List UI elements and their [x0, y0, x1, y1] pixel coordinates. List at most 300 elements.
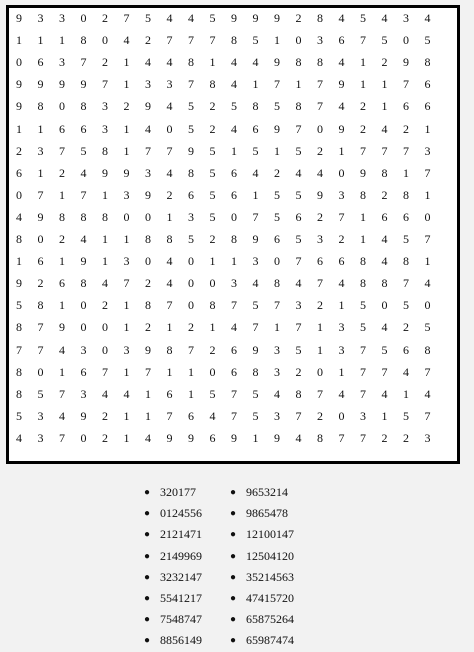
grid-cell: 0	[317, 121, 323, 136]
grid-cell: 9	[188, 430, 194, 445]
grid-cell: 9	[317, 187, 323, 202]
grid-cell: 8	[102, 209, 108, 224]
grid-cell: 2	[403, 430, 409, 445]
grid-cell: 8	[80, 33, 87, 48]
grid-cell: 9	[16, 11, 22, 25]
grid-cell: 4	[403, 364, 409, 379]
grid-cell: 3	[274, 408, 280, 423]
grid-cell: 5	[209, 386, 216, 401]
grid-cell: 3	[231, 276, 237, 291]
grid-cell: 1	[252, 187, 259, 202]
grid-cell: 0	[166, 121, 173, 136]
word-list-item: ● 0124556	[144, 503, 202, 524]
grid-cell: 7	[16, 342, 22, 357]
grid-cell: 8	[59, 209, 65, 224]
grid-cell: 5	[209, 209, 216, 224]
grid-cell: 1	[102, 187, 108, 202]
word-list-column-2	[230, 482, 294, 652]
grid-cell: 8	[209, 77, 216, 92]
grid-cell: 2	[102, 11, 108, 25]
grid-cell: 8	[403, 254, 409, 269]
grid-cell: 5	[37, 386, 44, 401]
grid-cell: 1	[37, 121, 44, 136]
grid-cell: 6	[403, 342, 409, 357]
grid-cell: 4	[16, 209, 22, 224]
grid-cell: 4	[338, 55, 345, 70]
grid-cell: 7	[166, 298, 173, 313]
grid-cell: 9	[16, 99, 22, 114]
grid-cell: 7	[80, 187, 87, 202]
grid-cell: 5	[231, 99, 237, 114]
grid-cell: 5	[295, 143, 302, 158]
bullet-icon: ●	[144, 571, 151, 583]
grid-cell: 8	[37, 99, 44, 114]
grid-cell: 7	[145, 364, 151, 379]
grid-cell: 2	[123, 99, 130, 114]
grid-cell: 4	[231, 121, 237, 136]
grid-cell: 1	[102, 254, 108, 269]
grid-cell: 0	[274, 254, 280, 269]
grid-cell: 8	[295, 386, 302, 401]
grid-cell: 9	[252, 232, 259, 246]
grid-cell: 1	[16, 33, 22, 48]
grid-cell: 7	[317, 276, 323, 291]
grid-cell: 2	[338, 232, 345, 246]
grid-cell: 9	[16, 77, 22, 92]
grid-cell: 4	[145, 55, 151, 70]
grid-cell: 1	[252, 77, 259, 92]
grid-cell: 8	[381, 276, 388, 291]
bullet-icon: ●	[230, 487, 237, 498]
grid-cell: 4	[231, 77, 237, 92]
grid-cell: 0	[381, 298, 388, 313]
grid-cell: 5	[188, 232, 194, 246]
grid-cell: 4	[317, 165, 323, 180]
grid-cell: 8	[80, 209, 87, 224]
grid-cell: 7	[295, 254, 302, 269]
grid-cell: 3	[188, 209, 194, 224]
grid-cell: 5	[145, 11, 151, 25]
grid-cell: 5	[403, 232, 409, 246]
word-list-item: ● 7548747	[144, 609, 202, 630]
grid-cell: 4	[80, 165, 87, 180]
word-list-column-1	[144, 482, 202, 652]
grid-cell: 4	[166, 165, 173, 180]
grid-cell: 4	[295, 276, 302, 291]
grid-cell: 2	[317, 408, 323, 423]
grid-cell: 4	[188, 11, 194, 25]
grid-cell: 4	[166, 99, 173, 114]
grid-cell: 2	[102, 430, 108, 445]
grid-cell: 7	[360, 386, 366, 401]
grid-cell: 8	[102, 143, 108, 158]
grid-cell: 5	[16, 408, 22, 423]
grid-cell: 2	[59, 232, 65, 246]
grid-cell: 4	[166, 254, 173, 269]
grid-cell: 6	[403, 99, 409, 114]
grid-cell: 3	[123, 342, 130, 357]
grid-cell: 7	[59, 430, 65, 445]
grid-cell: 8	[166, 232, 173, 246]
grid-cell: 7	[295, 121, 302, 136]
grid-cell: 7	[360, 342, 366, 357]
bullet-icon: ●	[144, 635, 151, 647]
grid-cell: 1	[59, 33, 65, 48]
grid-cell: 2	[145, 320, 151, 335]
grid-cell: 9	[274, 430, 280, 445]
grid-cell: 4	[381, 11, 388, 25]
grid-cell: 3	[360, 408, 366, 423]
grid-cell: 2	[317, 143, 323, 158]
grid-cell: 1	[188, 386, 194, 401]
grid-cell: 8	[37, 298, 44, 313]
grid-cell: 7	[102, 364, 108, 379]
grid-cell: 4	[59, 342, 65, 357]
grid-cell: 3	[102, 99, 108, 114]
grid-cell: 1	[231, 254, 237, 269]
word-list-item: ● 8856149	[144, 630, 202, 651]
grid-cell: 3	[403, 11, 409, 25]
bullet-icon: ●	[230, 614, 237, 626]
grid-cell: 4	[381, 320, 388, 335]
grid-cell: 6	[424, 99, 431, 114]
grid-cell: 4	[424, 276, 431, 291]
grid-cell: 6	[59, 121, 65, 136]
grid-cell: 0	[145, 209, 151, 224]
grid-cell: 0	[37, 232, 44, 246]
grid-cell: 5	[274, 209, 280, 224]
grid-cell: 1	[123, 121, 130, 136]
grid-cell: 6	[37, 254, 44, 269]
grid-cell: 9	[403, 55, 409, 70]
grid-cell: 3	[145, 77, 151, 92]
grid-cell: 6	[16, 165, 22, 180]
grid-cell: 0	[80, 298, 87, 313]
grid-cell: 5	[295, 232, 302, 246]
grid-cell: 7	[102, 77, 108, 92]
grid-cell: 8	[16, 364, 22, 379]
grid-cell: 3	[123, 254, 130, 269]
grid-cell: 2	[102, 298, 108, 313]
grid-cell: 9	[145, 187, 151, 202]
grid-cell: 8	[381, 165, 388, 180]
grid-cell: 4	[166, 276, 173, 291]
grid-cell: 2	[59, 165, 65, 180]
grid-cell: 4	[145, 121, 151, 136]
grid-cell: 6	[231, 165, 237, 180]
grid-cell: 9	[274, 55, 280, 70]
grid-cell: 0	[80, 11, 87, 25]
grid-cell: 8	[317, 55, 323, 70]
grid-cell: 1	[123, 77, 130, 92]
grid-cell: 7	[123, 276, 130, 291]
grid-cell: 5	[274, 187, 280, 202]
grid-cell: 1	[317, 320, 323, 335]
grid-cell: 7	[360, 143, 366, 158]
grid-cell: 2	[145, 33, 151, 48]
grid-cell: 9	[166, 430, 173, 445]
word-list-item: ● 9653214	[230, 482, 294, 503]
grid-cell: 8	[209, 298, 216, 313]
grid-cell: 3	[59, 55, 65, 70]
grid-cell: 7	[166, 143, 173, 158]
grid-cell: 2	[37, 276, 44, 291]
grid-cell: 6	[80, 364, 87, 379]
grid-cell: 3	[59, 11, 65, 25]
grid-cell: 4	[231, 320, 237, 335]
bullet-icon: ●	[230, 508, 237, 520]
grid-cell: 6	[188, 408, 194, 423]
grid-cell: 6	[59, 276, 65, 291]
grid-cell: 9	[123, 165, 130, 180]
grid-cell: 1	[360, 232, 366, 246]
grid-cell: 1	[188, 364, 194, 379]
grid-cell: 6	[37, 55, 44, 70]
grid-cell: 8	[16, 320, 22, 335]
grid-cell: 1	[381, 99, 388, 114]
grid-cell: 7	[360, 364, 366, 379]
grid-cell: 4	[209, 408, 216, 423]
grid-cell: 4	[102, 276, 108, 291]
grid-cell: 7	[338, 430, 345, 445]
grid-cell: 1	[123, 143, 130, 158]
grid-cell: 2	[403, 121, 409, 136]
grid-cell: 6	[209, 430, 216, 445]
grid-cell: 6	[80, 121, 87, 136]
grid-cell: 2	[102, 408, 108, 423]
grid-cell: 7	[59, 143, 65, 158]
grid-cell: 0	[188, 276, 194, 291]
grid-cell: 0	[16, 55, 22, 70]
grid-cell: 2	[209, 342, 216, 357]
grid-cell: 7	[295, 320, 302, 335]
grid-cell: 5	[209, 143, 216, 158]
grid-cell: 9	[145, 99, 151, 114]
grid-cell: 8	[231, 232, 237, 246]
grid-cell: 1	[360, 55, 366, 70]
grid-cell: 8	[424, 55, 431, 70]
grid-cell: 3	[424, 143, 431, 158]
grid-cell: 2	[317, 209, 323, 224]
grid-cell: 4	[338, 276, 345, 291]
grid-cell: 3	[80, 386, 87, 401]
grid-cell: 8	[80, 99, 87, 114]
grid-cell: 1	[145, 408, 151, 423]
grid-cell: 1	[381, 77, 388, 92]
grid-cell: 5	[209, 11, 216, 25]
grid-cell: 5	[209, 187, 216, 202]
grid-cell: 9	[102, 165, 108, 180]
grid-cell: 3	[317, 232, 323, 246]
grid-cell: 8	[252, 99, 259, 114]
grid-cell: 2	[166, 187, 173, 202]
grid-cell: 5	[252, 408, 259, 423]
grid-cell: 7	[424, 364, 431, 379]
bullet-icon: ●	[144, 508, 151, 520]
grid-cell: 1	[295, 77, 302, 92]
grid-cell: 4	[295, 165, 302, 180]
grid-cell: 8	[317, 430, 323, 445]
word-list-item: ● 2149969	[144, 546, 202, 567]
grid-cell: 1	[166, 320, 173, 335]
grid-cell: 6	[231, 342, 237, 357]
grid-cell: 1	[102, 232, 108, 246]
grid-cell: 2	[16, 143, 22, 158]
grid-cell: 7	[381, 143, 388, 158]
grid-cell: 1	[59, 298, 65, 313]
word-list-item: ● 12504120	[230, 546, 294, 567]
bullet-icon: ●	[230, 529, 237, 541]
grid-cell: 3	[37, 143, 44, 158]
grid-cell: 3	[37, 408, 44, 423]
grid-cell: 0	[145, 254, 151, 269]
grid-cell: 9	[231, 11, 237, 25]
grid-cell: 9	[188, 143, 194, 158]
grid-cell: 8	[188, 165, 194, 180]
grid-cell: 1	[381, 408, 388, 423]
grid-cell: 7	[166, 33, 173, 48]
grid-cell: 2	[102, 55, 108, 70]
grid-cell: 0	[37, 364, 44, 379]
grid-cell: 4	[80, 232, 87, 246]
grid-cell: 0	[80, 320, 87, 335]
grid-cell: 6	[231, 364, 237, 379]
grid-cell: 5	[252, 33, 259, 48]
grid-cell: 5	[80, 143, 87, 158]
grid-cell: 7	[360, 33, 366, 48]
grid-cell: 1	[274, 33, 280, 48]
grid-cell: 1	[16, 121, 22, 136]
grid-cell: 5	[16, 298, 22, 313]
grid-cell: 9	[59, 77, 65, 92]
grid-cell: 1	[338, 364, 345, 379]
grid-cell: 2	[381, 55, 388, 70]
grid-cell: 2	[360, 121, 366, 136]
word-list-item: ● 3232147	[144, 567, 202, 588]
grid-cell: 4	[231, 55, 237, 70]
bullet-icon: ●	[144, 614, 151, 626]
grid-cell: 5	[295, 187, 302, 202]
grid-cell: 7	[317, 99, 323, 114]
grid-cell: 1	[145, 386, 151, 401]
grid-cell: 1	[424, 121, 431, 136]
grid-cell: 1	[424, 187, 431, 202]
grid-cell: 6	[166, 386, 173, 401]
grid-cell: 0	[102, 342, 108, 357]
grid-cell: 9	[59, 320, 65, 335]
grid-cell: 3	[274, 342, 280, 357]
grid-cell: 0	[317, 364, 323, 379]
grid-cell: 1	[274, 143, 280, 158]
grid-cell: 1	[123, 298, 130, 313]
grid-cell: 1	[16, 254, 22, 269]
grid-cell: 7	[295, 408, 302, 423]
grid-cell: 7	[274, 298, 280, 313]
grid-cell: 1	[123, 408, 130, 423]
grid-cell: 2	[295, 364, 302, 379]
grid-cell: 8	[80, 276, 87, 291]
grid-cell: 6	[231, 187, 237, 202]
grid-cell: 6	[252, 121, 259, 136]
grid-cell: 2	[209, 99, 216, 114]
bullet-icon: ●	[230, 592, 237, 604]
grid-cell: 1	[252, 430, 259, 445]
grid-cell: 3	[252, 254, 259, 269]
grid-cell: 7	[188, 342, 194, 357]
grid-cell: 4	[424, 386, 431, 401]
grid-cell: 1	[123, 232, 130, 246]
grid-cell: 8	[16, 232, 22, 246]
grid-cell: 3	[274, 364, 280, 379]
grid-cell: 7	[424, 165, 431, 180]
grid-cell: 9	[274, 11, 280, 25]
grid-cell: 5	[209, 165, 216, 180]
word-list-item: ● 5541217	[144, 588, 202, 609]
grid-cell: 8	[360, 187, 366, 202]
grid-cell: 8	[317, 11, 323, 25]
grid-cell: 0	[231, 209, 237, 224]
grid-cell: 3	[80, 342, 87, 357]
grid-cell: 3	[338, 320, 345, 335]
grid-cell: 1	[403, 165, 409, 180]
grid-cell: 5	[274, 99, 280, 114]
grid-cell: 4	[59, 408, 65, 423]
word-list-item: ● 12100147	[230, 524, 294, 545]
grid-cell: 7	[80, 55, 87, 70]
grid-cell: 0	[209, 276, 216, 291]
bullet-icon: ●	[144, 487, 151, 498]
grid-cell: 4	[295, 430, 302, 445]
word-list-item: ● 65875264	[230, 609, 294, 630]
grid-cell: 8	[231, 33, 237, 48]
grid-cell: 9	[274, 121, 280, 136]
grid-cell: 6	[338, 33, 345, 48]
grid-cell: 9	[80, 77, 87, 92]
grid-cell: 7	[231, 386, 237, 401]
grid-cell: 3	[338, 187, 345, 202]
grid-cell: 7	[360, 430, 366, 445]
grid-cell: 1	[360, 209, 366, 224]
grid-cell: 0	[16, 187, 22, 202]
grid-cell: 1	[209, 320, 216, 335]
grid-cell: 1	[123, 364, 130, 379]
grid-cell: 2	[360, 99, 366, 114]
grid-cell: 3	[295, 298, 302, 313]
grid-cell: 7	[274, 77, 280, 92]
grid-cell: 0	[209, 364, 216, 379]
grid-cell: 8	[145, 298, 151, 313]
number-search-grid	[6, 5, 460, 464]
grid-cell: 7	[403, 276, 409, 291]
grid-cell: 9	[37, 209, 44, 224]
grid-cell: 0	[102, 33, 108, 48]
grid-cell: 7	[231, 408, 237, 423]
grid-cell: 5	[360, 11, 366, 25]
grid-cell: 4	[338, 11, 345, 25]
word-list-item: ● 47415720	[230, 588, 294, 609]
grid-cell: 4	[252, 165, 259, 180]
grid-cell: 2	[381, 430, 388, 445]
grid-cell: 7	[231, 298, 237, 313]
grid-cell: 0	[102, 320, 108, 335]
grid-cell: 3	[37, 11, 44, 25]
grid-cell: 3	[338, 342, 345, 357]
word-list-item: ● 2121471	[144, 524, 202, 545]
grid-cell: 3	[424, 430, 431, 445]
grid-cell: 6	[424, 77, 431, 92]
grid-cell: 0	[403, 33, 409, 48]
grid-cell: 1	[59, 254, 65, 269]
